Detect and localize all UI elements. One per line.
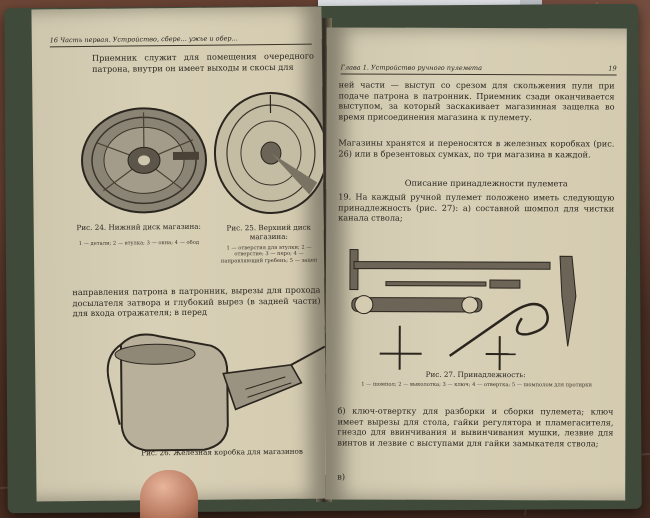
fig27-legend: 1 — шомпол; 2 — выколотка; 3 — ключ; 4 — отвертка; 5 — шомполом для протирки	[361, 381, 592, 389]
fig24-legend: 1 — детали; 2 — втулка; 3 — окна; 4 — обод	[78, 239, 200, 248]
item-c-text: в)	[337, 471, 346, 482]
fig24-caption: Рис. 24. Нижний диск магазина:	[76, 221, 201, 233]
section-title: Описание принадлежности пулемета	[404, 177, 568, 189]
item19-text: 19. На каждый ручной пулемет положено иметь следующую принадлежность (рис. 27): а) составной шомпол для чистки канала ствола;	[338, 191, 615, 223]
right-page	[325, 27, 627, 500]
left-page-header: 16 Часть первая. Устройство, сбере... ужье и обер...	[50, 34, 312, 48]
fig25-caption: Рис. 25. Верхний диск магазина:	[226, 222, 312, 242]
page-number: 19	[608, 64, 617, 73]
fig26-caption: Рис. 26. Железная коробка для магазинов	[141, 446, 303, 458]
right-page-header	[341, 64, 617, 76]
right-top-text: ней части — выступ со срезом для скольжения пули при подаче патрона в патронник. Приемник сзади оканчивается выступом, за который заскакивает магазинная защелка во время присоединения магазина к пулемету.	[338, 79, 615, 122]
accessories-illustration	[340, 236, 620, 375]
thumb	[140, 470, 198, 518]
left-page	[31, 6, 326, 501]
fig27-caption: Рис. 27. Принадлежность:	[425, 369, 526, 380]
iron-box-illustration	[95, 324, 326, 456]
key-screwdriver-text: б) ключ-отвертку для разборки и сборки пулемета; ключ имеет вырезы для стола, гайки регулятора и пламегасителя, гнездо для ввинчивания и вывинчивания мушки, лезвие для винтов и лезвие с выступами для гайки замыкателя ствола;	[337, 405, 614, 449]
magazine-lower-disk-illustration	[72, 90, 215, 221]
left-intro-text: Приемник служит для помещения очередного патрона, внутри он имеет выходы и скосы для	[91, 50, 314, 74]
left-middle-text: направления патрона в патронник, вырезы для прохода досылателя затвора и глубокий вырез (в задней части) для входа отражателя; в перед	[72, 284, 321, 319]
storage-text: Магазины хранятся и переносятся в железных коробках (рис. 26) или в брезентовых сумках, по три магазина в каждой.	[338, 137, 615, 159]
right-header-title: Глава 1. Устройство ручного пулемета	[340, 63, 482, 73]
fig25-legend: 1 — отверстия для втулки; 2 — отверстие; 3 — перо; 4 — направляющий гребень; 5 — зацеп	[220, 244, 318, 265]
magazine-upper-disk-illustration	[208, 82, 326, 223]
